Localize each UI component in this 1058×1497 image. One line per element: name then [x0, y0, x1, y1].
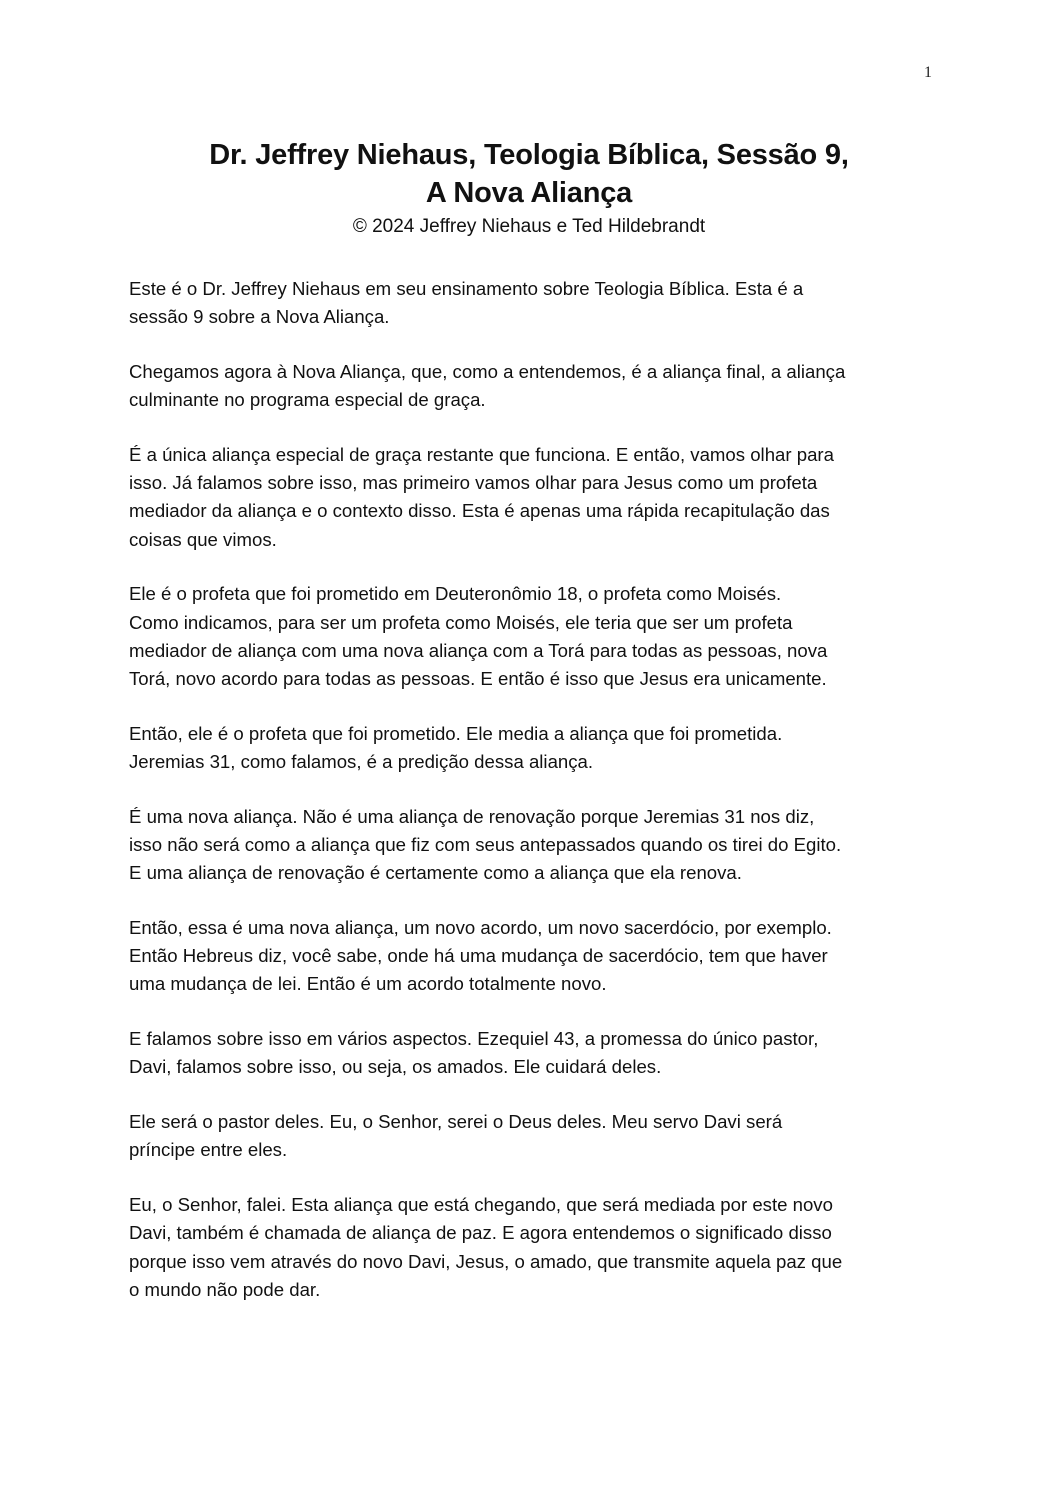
paragraph: Então, essa é uma nova aliança, um novo acordo, um novo sacerdócio, por exemplo. Então Hebreus diz, você sabe, onde há uma mudança de sacerdócio, tem que haver uma mudança de lei. Então é um acordo totalmente novo.	[129, 917, 832, 995]
paragraph: E falamos sobre isso em vários aspectos. Ezequiel 43, a promessa do único pastor, Davi, falamos sobre isso, ou seja, os amados. Ele cuidará deles.	[129, 1028, 819, 1078]
paragraph: Então, ele é o profeta que foi prometido. Ele media a aliança que foi prometida. Jeremias 31, como falamos, é a predição dessa aliança.	[129, 722, 783, 773]
title-line-2: A Nova Aliança	[425, 177, 633, 209]
paragraph: Este é o Dr. Jeffrey Niehaus em seu ensinamento sobre Teologia Bíblica. Esta é a sessão 9 sobre a Nova Aliança.	[129, 278, 804, 328]
document-title	[0, 136, 1058, 212]
document-header	[0, 136, 1058, 240]
title-line-1: Dr. Jeffrey Niehaus, Teologia Bíblica, Sessão 9,	[209, 139, 849, 171]
paragraph: Ele é o profeta que foi prometido em Deuteronômio 18, o profeta como Moisés. Como indicamos, para ser um profeta como Moisés, ele teria que ser um profeta mediador de aliança com uma nova aliança com a Torá para todas as pessoas, nova Torá, novo acordo para todas as pessoas. E então é isso que Jesus era unicamente.	[129, 583, 828, 690]
document-body	[129, 275, 939, 1331]
paragraph: Chegamos agora à Nova Aliança, que, como a entendemos, é a aliança final, a aliança culminante no programa especial de graça.	[129, 361, 846, 411]
page-number: 1	[924, 64, 932, 81]
paragraph: É a única aliança especial de graça restante que funciona. E então, vamos olhar para isso. Já falamos sobre isso, mas primeiro vamos olhar para Jesus como um profeta mediador da aliança e o contexto disso. Esta é apenas uma rápida recapitulação das coisas que vimos.	[129, 444, 834, 550]
copyright-notice: © 2024 Jeffrey Niehaus e Ted Hildebrandt	[352, 216, 706, 237]
paragraph: Eu, o Senhor, falei. Esta aliança que está chegando, que será mediada por este novo Davi, também é chamada de aliança de paz. E agora entendemos o significado disso porque isso vem através do novo Davi, Jesus, o amado, que transmite aquela paz que o mundo não pode dar.	[129, 1194, 843, 1300]
paragraph: É uma nova aliança. Não é uma aliança de renovação porque Jeremias 31 nos diz, isso não será como a aliança que fiz com seus antepassados quando os tirei do Egito. E uma aliança de renovação é certamente como a aliança que ela renova.	[129, 805, 842, 884]
paragraph: Ele será o pastor deles. Eu, o Senhor, serei o Deus deles. Meu servo Davi será príncipe entre eles.	[129, 1111, 783, 1161]
